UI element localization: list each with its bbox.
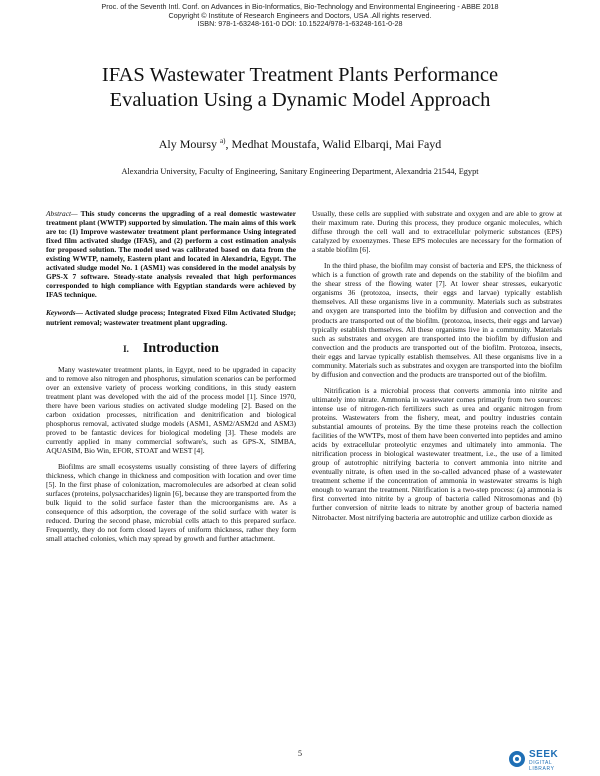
seek-digital-library-logo (508, 748, 578, 770)
header-line-1: Proc. of the Seventh Intl. Conf. on Advances in Bio-Informatics, Bio-Technology and Environmental Engineering - ABBE 2018 (101, 2, 499, 11)
paragraph: In the third phase, the biofilm may consist of bacteria and EPS, the thickness of which is a function of growth rate and depends on the stability of the biofilm and the shear stress of the flowing water [7]. At lower shear stresses, eukaryotic organisms 36 (protozoa, insects, their eggs and larvae) typically establish themselves. All these organisms live in a community. Materials such as substrates and oxygen are transported into the biofilm by diffusion and convection and the products are transported out of the biofilm. (protozoa, insects, their eggs and larvae) typically establish themselves. All these organisms live in a community. Materials such as substrates and oxygen are transported into the biofilm by diffusion and convection and the products are transported out of the biofilm. Protozoa, insects, their eggs and larvae typically establish themselves. All these organisms live in a community. Materials such as substrates and oxygen are transported into the biofilm by diffusion and convection and the products are transported out of the biofilm. (312, 261, 562, 379)
title-line-2: Evaluation Using a Dynamic Model Approach (109, 89, 491, 111)
abstract-text: This study concerns the upgrading of a real domestic wastewater treatment plant (WWTP) supported by simulation. The main aims of this work are to: (1) Improve wastewater treatment plant performance Using integrated fixed film activated sludge (IFAS), and (2) perform a cost estimation analysis for proposed solution. The model used was calibrated based on data from the existing WWTP, namely, Eastern plant and located in Alexandria, Egypt. The activated sludge model No. 1 (ASM1) was considered in the model analysis by GPS-X 7 software. Steady-state analysis revealed that high performances corresponded to high compliance with Egyptian standards were achieved by IFAS technique. (46, 209, 296, 300)
author-affiliation-mark: a) (220, 137, 226, 145)
header-line-2: Copyright © Institute of Research Engineers and Doctors, USA .All rights reserved. (168, 10, 432, 20)
other-authors: , Medhat Moustafa, Walid Elbarqi, Mai Fayd (225, 137, 442, 151)
keywords-label: Keywords— (46, 308, 83, 318)
affiliation: Alexandria University, Faculty of Engineering, Sanitary Engineering Department, Alexandria 21544, Egypt (121, 167, 479, 176)
seek-logo-icon (508, 750, 526, 768)
paragraph: Usually, these cells are supplied with substrate and oxygen and are able to grow at their maximum rate. During this process, they produce organic molecules, which diffuse through the cell wall and to extracellular polymeric substances (EPS) catalyzed by exoenzymes. These EPS molecules are necessary for the formation of a stable biofilm [6]. (312, 209, 562, 255)
paragraph: Many wastewater treatment plants, in Egypt, need to be upgraded in capacity and to remove also nitrogen and phosphorus, simulation scenarios can be performed over an extensive variety of process working conditions, in this study eastern treatment plant was developed with the aid of the process model [1]. Since 1970, there have been various studies on activated sludge modeling [2]. Based on the carbon oxidation processes, nitrification and denitrification and biological phosphorus removal, activated sludge models (ASM1, ASM2/ASM2d and ASM3) proved to be fantastic devices for biological modeling [3]. These models are currently applied in many commercial software's, such as GPS-X, SIMBA, AQUASIM, Bio Win, EFOR, STOAT and WEST [4]. (46, 364, 296, 455)
paper-title (30, 63, 570, 113)
section-number: I. (123, 343, 129, 354)
abstract-label: Abstract— (46, 209, 78, 218)
author-list (0, 134, 600, 151)
left-column (46, 209, 296, 550)
first-author: Aly Moursy (158, 137, 218, 151)
keywords-text: Activated sludge process; Integrated Fixed Film Activated Sludge; nutrient removal; wastewater treatment plant upgrading. (46, 308, 296, 327)
keywords (46, 308, 296, 326)
page-number: 5 (298, 749, 302, 758)
header-line-3: ISBN: 978-1-63248-161-0 DOI: 10.15224/978-1-63248-161-0-28 (197, 19, 403, 29)
section-title: Introduction (142, 340, 219, 356)
logo-subtitle: DIGITAL LIBRARY (529, 760, 555, 772)
logo-name: SEEK (529, 749, 559, 760)
abstract (46, 209, 296, 299)
paragraph: Biofilms are small ecosystems usually consisting of three layers of differing thickness, which change in thickness and composition with location and over time [5]. In the first phase of colonization, macromolecules are adsorbed at clean solid surfaces (proteins, polysaccharides) lignin [6], because they are transported from the bulk liquid to the solid surface faster than the microorganisms are. As a consequence of this adsorption, the coverage of the solid surface with water is reduced. During the second phase, microbial cells attach to this prepared surface. Frequently, they do not form closed layers of uniform thickness, rather they form small attached colonies, which may spread by growth and further attachment. (46, 462, 296, 544)
paragraph: Nitrification is a microbial process that converts ammonia into nitrite and ultimately into nitrate. Ammonia in wastewater comes primarily from two sources: intense use of nitrogen-rich fertilizers such as urea and organic nitrogen from proteins. Wastewaters from the fishery, meat, and poultry industries contain substantial amounts of proteins. By the time these proteins reach the collection facilities of the WWTPs, most of them have been converted into peptides and amino acids by extracellular proteolytic enzymes and ultimately into ammonia. The nitrification process in biological wastewater treatment, i.e., the use of a limited group of autotrophic nitrifying bacteria to convert ammonia into nitrite and eventually nitrate, is often used in the so-called advanced phase of a wastewater treatment scheme if the concentration of ammonia in wastewater streams is high enough to warrant the treatment. Nitrification is a two-step process: (a) ammonia is first converted into nitrite by a group of bacteria called Nitrosomonas and (b) further conversion of nitrite leads to nitrate by another group of bacteria named Nitrobacter. Most nitrifying bacteria are autotrophic and utilize carbon dioxide as (312, 385, 562, 522)
conference-header (0, 3, 600, 29)
right-column (312, 209, 562, 529)
section-heading (46, 341, 296, 357)
title-line-1: IFAS Wastewater Treatment Plants Performance (101, 64, 499, 86)
